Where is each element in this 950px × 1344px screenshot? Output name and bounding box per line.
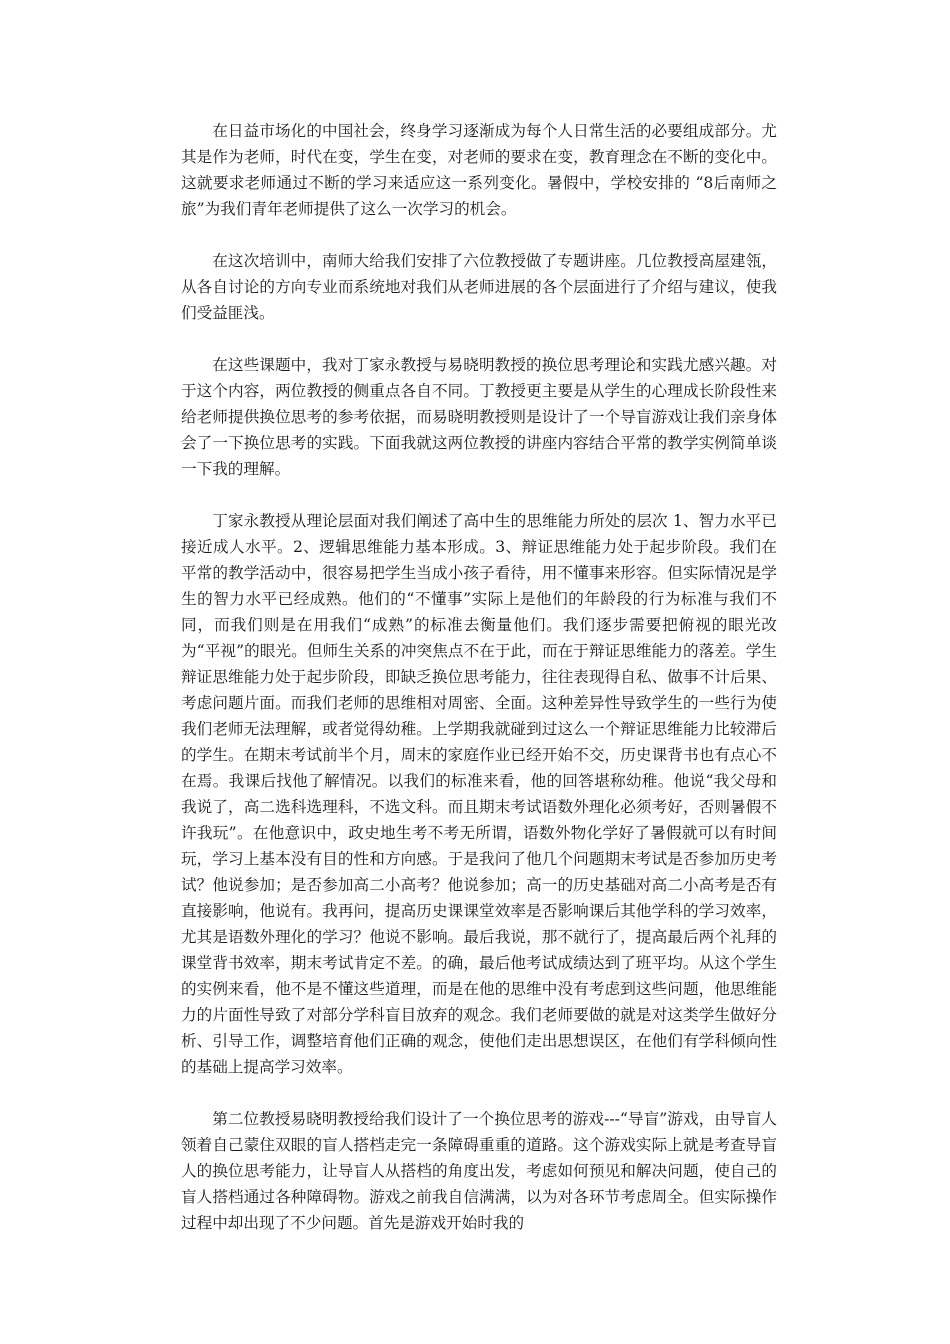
- paragraph-training-lectures: 在这次培训中，南师大给我们安排了六位教授做了专题讲座。几位教授高屋建瓴，从各自讨论的方向专业而系统地对我们从老师进展的各个层面进行了介绍与建议，使我们受益匪浅。: [181, 252, 777, 322]
- document-body: [181, 118, 777, 1236]
- paragraph-ding-jiayong-theory: 丁家永教授从理论层面对我们阐述了高中生的思维能力所处的层次 1、智力水平已接近成人水平。2、逻辑思维能力基本形成。3、辩证思维能力处于起步阶段。我们在平常的教学活动中，很容易把学生当成小孩子看待，用不懂事来形容。但实际情况是学生的智力水平已经成熟。他们的“不懂事”实际上是他们的年龄段的行为标准与我们不同，而我们则是在用我们“成熟”的标准去衡量他们。我们逐步需要把俯视的眼光改为“平视”的眼光。但师生关系的冲突焦点不在于此，而在于辩证思维能力的落差。学生辩证思维能力处于起步阶段，即缺乏换位思考能力，往往表现得自私、做事不计后果、考虑问题片面。而我们老师的思维相对周密、全面。这种差异性导致学生的一些行为使我们老师无法理解，或者觉得幼稚。上学期我就碰到过这么一个辩证思维能力比较滞后的学生。在期末考试前半个月，周末的家庭作业已经开始不交，历史课背书也有点心不在焉。我课后找他了解情况。以我们的标准来看，他的回答堪称幼稚。他说“我父母和我说了，高二选科选理科，不选文科。而且期末考试语数外理化必须考好，否则暑假不许我玩”。在他意识中，政史地生考不考无所谓，语数外物化学好了暑假就可以有时间玩，学习上基本没有目的性和方向感。于是我问了他几个问题期末考试是否参加历史考试？他说参加；是否参加高二小高考？他说参加；高一的历史基础对高二小高考是否有直接影响，他说有。我再问，提高历史课课堂效率是否影响课后其他学科的学习效率，尤其是语数外理化的学习？他说不影响。最后我说，那不就行了，提高最后两个礼拜的课堂背书效率，期末考试肯定不差。的确，最后他考试成绩达到了班平均。从这个学生的实例来看，他不是不懂这些道理，而是在他的思维中没有考虑到这些问题，他思维能力的片面性导致了对部分学科盲目放弃的观念。我们老师要做的就是对这类学生做好分析、引导工作，调整培育他们正确的观念，使他们走出思想误区，在他们有学科倾向性的基础上提高学习效率。: [181, 512, 777, 1076]
- paragraph-perspective-taking-interest: 在这些课题中，我对丁家永教授与易晓明教授的换位思考理论和实践尤感兴趣。对于这个内容，两位教授的侧重点各自不同。丁教授更主要是从学生的心理成长阶段性来给老师提供换位思考的参考依据，而易晓明教授则是设计了一个导盲游戏让我们亲身体会了一下换位思考的实践。下面我就这两位教授的讲座内容结合平常的教学实例简单谈一下我的理解。: [181, 356, 777, 478]
- paragraph-lifelong-learning: 在日益市场化的中国社会，终身学习逐渐成为每个人日常生活的必要组成部分。尤其是作为老师，时代在变，学生在变，对老师的要求在变，教育理念在不断的变化中。这就要求老师通过不断的学习来适应这一系列变化。暑假中，学校安排的 “8后南师之旅”为我们青年老师提供了这么一次学习的机会。: [181, 122, 777, 218]
- paragraph-yi-xiaoming-game: 第二位教授易晓明教授给我们设计了一个换位思考的游戏---“导盲”游戏，由导盲人领着自己蒙住双眼的盲人搭档走完一条障碍重重的道路。这个游戏实际上就是考查导盲人的换位思考能力，让导盲人从搭档的角度出发，考虑如何预见和解决问题，使自己的盲人搭档通过各种障碍物。游戏之前我自信满满，以为对各环节考虑周全。但实际操作过程中却出现了不少问题。首先是游戏开始时我的: [181, 1110, 777, 1232]
